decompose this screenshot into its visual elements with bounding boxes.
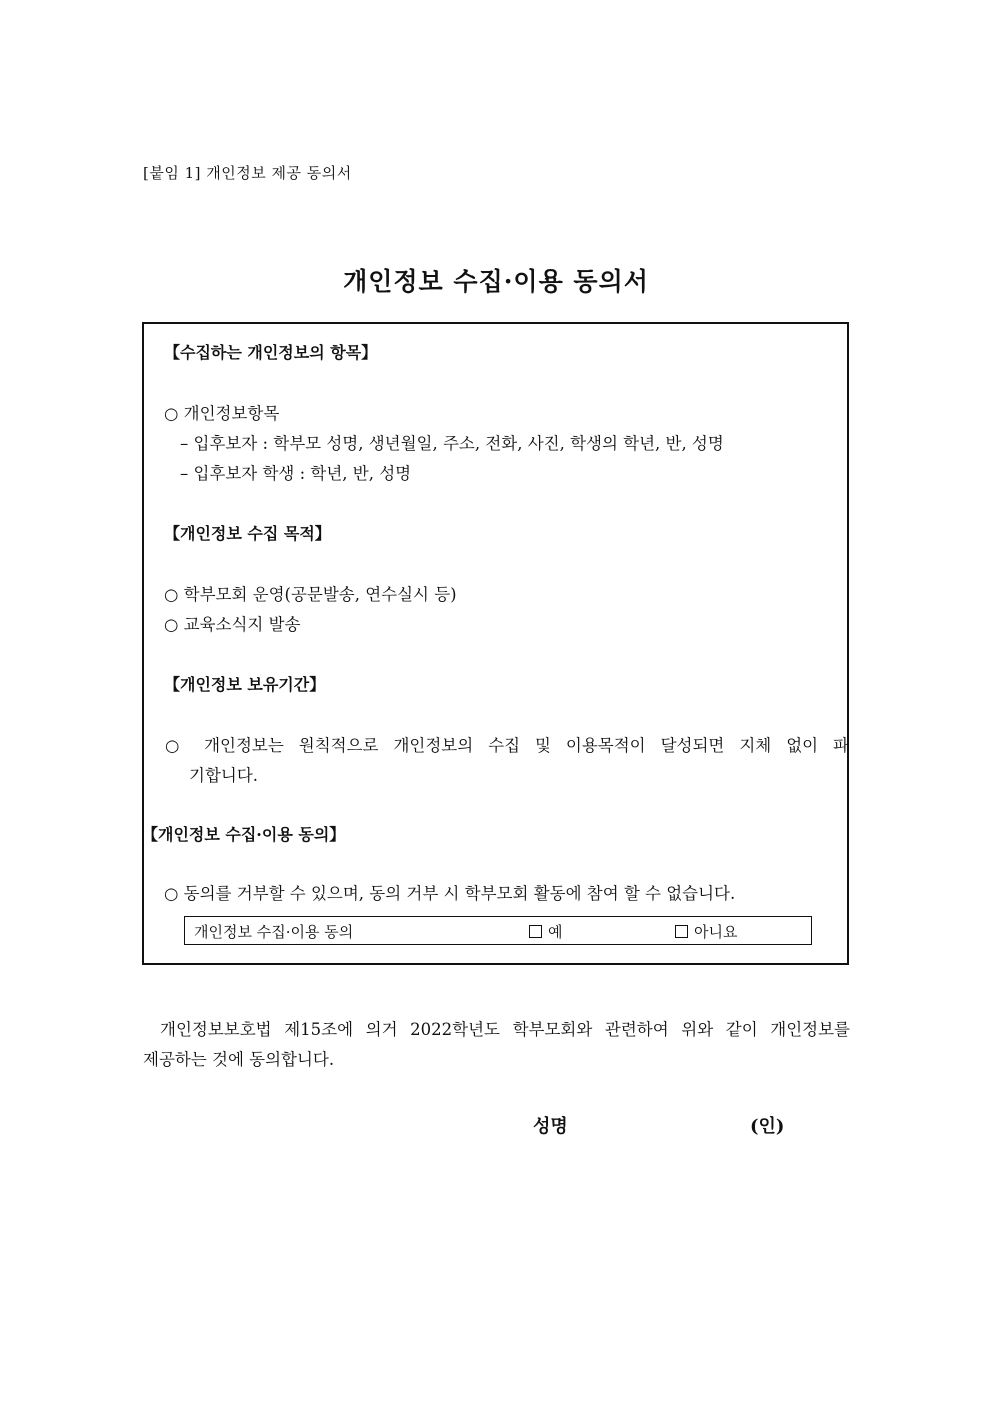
consent-statement-line-1: 개인정보보호법 제15조에 의거 2022학년도 학부모회와 관련하여 위와 같이 개인정보를 (160, 1020, 850, 1039)
yes-label: 예 (548, 923, 563, 941)
yes-checkbox[interactable] (529, 925, 542, 938)
items-dash-parent: – 입후보자 : 학부모 성명, 생년월일, 주소, 전화, 사진, 학생의 학년, 반, 성명 (180, 434, 724, 453)
consent-no-option[interactable] (675, 921, 737, 942)
consent-table (184, 916, 812, 945)
document-title: 개인정보 수집·이용 동의서 (343, 267, 649, 296)
items-dash-student: – 입후보자 학생 : 학년, 반, 성명 (180, 464, 412, 483)
purpose-heading: 【개인정보 수집 목적】 (164, 524, 331, 543)
no-checkbox[interactable] (675, 925, 688, 938)
consent-table-label: 개인정보 수집·이용 동의 (194, 923, 354, 941)
retention-heading: 【개인정보 보유기간】 (164, 675, 326, 694)
attachment-label: [붙임 1] 개인정보 제공 동의서 (143, 164, 352, 182)
purpose-bullet-newsletter: ○ 교육소식지 발송 (164, 615, 301, 634)
no-label: 아니요 (694, 923, 738, 941)
purpose-bullet-operation: ○ 학부모회 운영(공문발송, 연수실시 등) (164, 585, 457, 604)
consent-heading: 【개인정보 수집·이용 동의】 (142, 825, 346, 844)
consent-yes-option[interactable] (529, 921, 563, 942)
consent-statement-line-2: 제공하는 것에 동의합니다. (143, 1050, 335, 1069)
retention-line-1: ○ 개인정보는 원칙적으로 개인정보의 수집 및 이용목적이 달성되면 지체 없이 파 (165, 736, 849, 755)
signature-seal-label: (인) (750, 1116, 785, 1137)
items-bullet: ○ 개인정보항목 (164, 404, 280, 423)
consent-form-box (142, 322, 849, 965)
signature-name-label: 성명 (533, 1116, 568, 1137)
items-heading: 【수집하는 개인정보의 항목】 (164, 343, 378, 362)
retention-line-2: 기합니다. (189, 766, 259, 785)
consent-bullet: ○ 동의를 거부할 수 있으며, 동의 거부 시 학부모회 활동에 참여 할 수 없습니다. (164, 884, 736, 903)
